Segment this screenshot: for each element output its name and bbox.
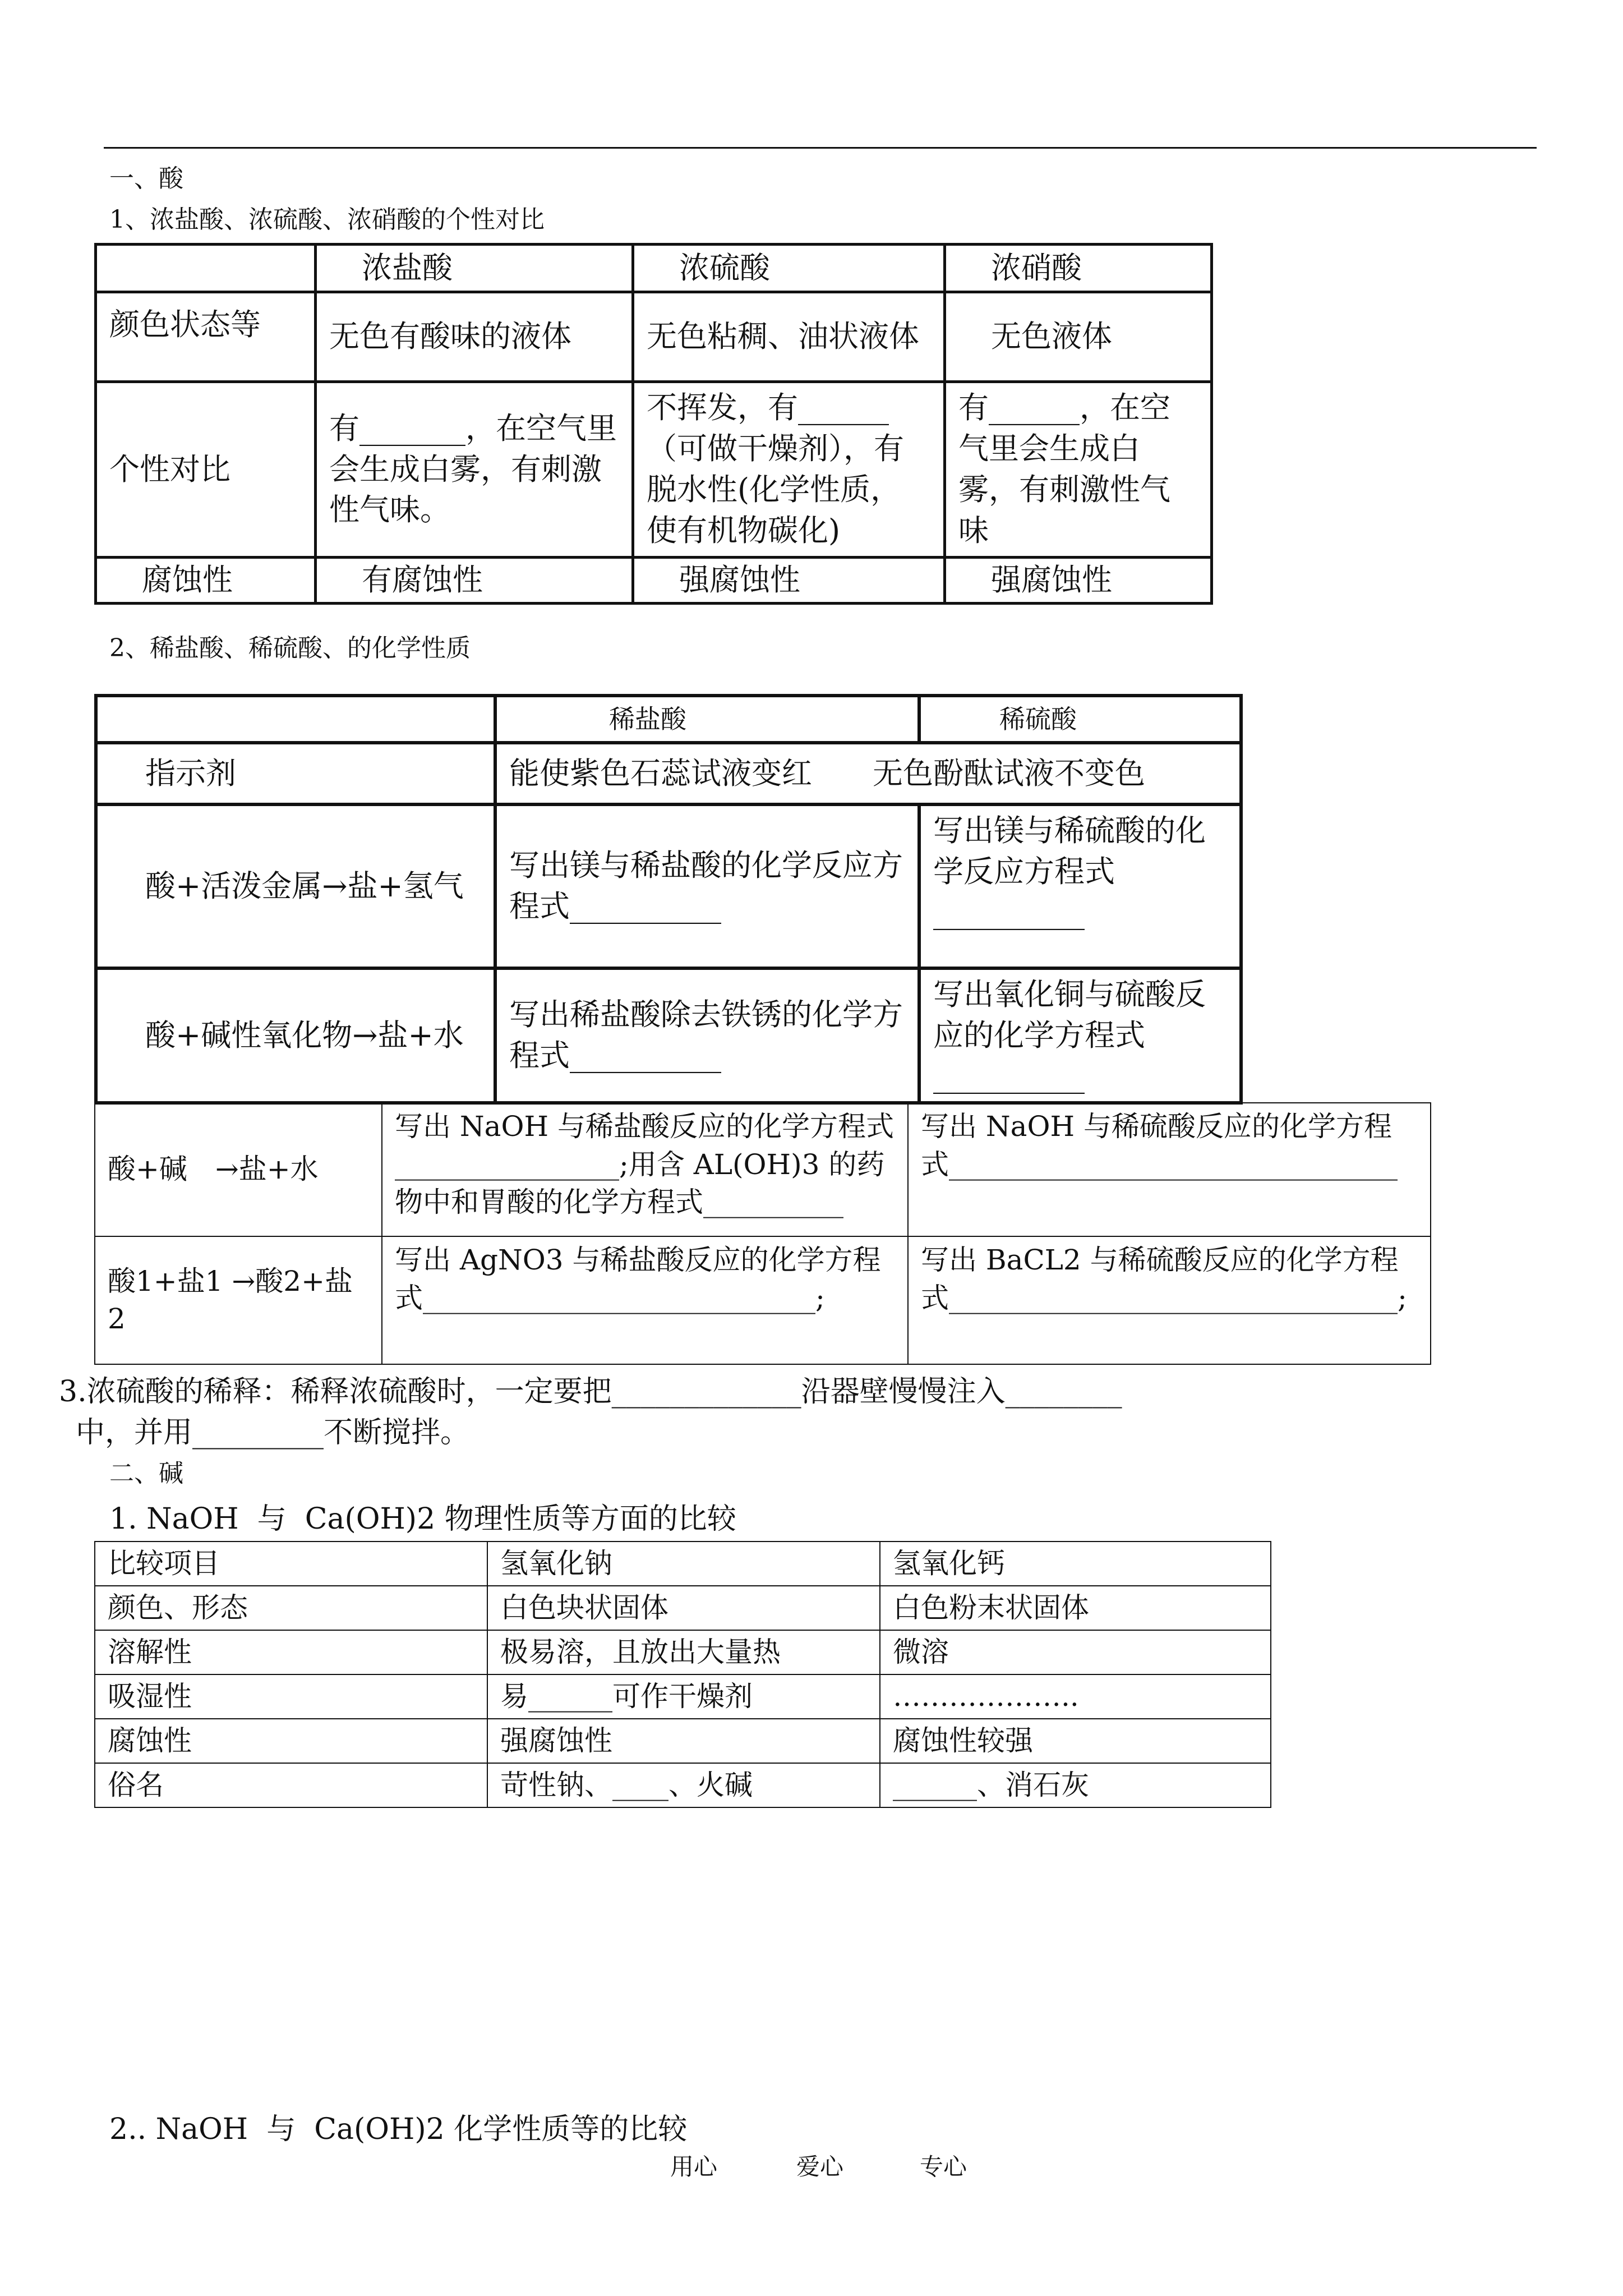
table4-cell: 苛性钠、____、火碱 [487, 1763, 880, 1807]
table4-row-label: 溶解性 [95, 1630, 487, 1674]
table4-header: 氢氧化钙 [880, 1542, 1271, 1586]
table3-base-label: 酸+碱 →盐+水 [95, 1103, 382, 1236]
table4-cell: 白色粉末状固体 [880, 1586, 1271, 1630]
table3-salt-h2so4: 写出 BaCL2 与稀硫酸反应的化学方程式________________________________; [908, 1236, 1431, 1364]
table2-oxide-label: 酸+碱性氧化物→盐+水 [96, 968, 495, 1103]
table4-header: 比较项目 [95, 1542, 487, 1586]
table4-cell: 白色块状固体 [487, 1586, 880, 1630]
footer-word: 专心 [920, 2153, 967, 2180]
footer-word: 用心 [670, 2153, 718, 2180]
table3-base-hcl: 写出 NaOH 与稀盐酸反应的化学方程式________________;用含 AL(OH)3 的药物中和胃酸的化学方程式__________ [382, 1103, 908, 1236]
table1-header-hno3: 浓硝酸 [945, 245, 1212, 292]
table1-row-label: 颜色状态等 [96, 292, 316, 382]
dilute-acids-table [94, 694, 1243, 1105]
footer-word: 爱心 [796, 2153, 844, 2180]
table1-header-empty [96, 245, 316, 292]
table1-header-h2so4: 浓硫酸 [633, 245, 945, 292]
table1-cell: 不挥发，有______（可做干燥剂），有脱水性(化学性质，使有机物碳化) [633, 382, 945, 558]
section-3-line-2: 中，并用_________不断搅拌。 [76, 1416, 470, 1450]
table2-metal-label: 酸+活泼金属→盐+氢气 [96, 804, 495, 968]
table3-salt-hcl: 写出 AgNO3 与稀盐酸反应的化学方程式____________________________; [382, 1236, 908, 1364]
table1-cell: 强腐蚀性 [633, 558, 945, 604]
table1-header-hcl: 浓盐酸 [316, 245, 633, 292]
table2-header-h2so4: 稀硫酸 [919, 696, 1241, 743]
table3-salt-label: 酸1+盐1 →酸2+盐2 [95, 1236, 382, 1364]
table3-base-h2so4: 写出 NaOH 与稀硫酸反应的化学方程式________________________________ [908, 1103, 1431, 1236]
table2-indicator-label: 指示剂 [96, 743, 495, 804]
table2-indicator-text: 能使紫色石蕊试液变红 无色酚酞试液不变色 [495, 743, 1241, 804]
table4-row-label: 俗名 [95, 1763, 487, 1807]
table4-cell: 极易溶，且放出大量热 [487, 1630, 880, 1674]
table2-header-hcl: 稀盐酸 [495, 696, 919, 743]
section-acid-heading: 一、酸 [109, 164, 183, 193]
table1-cell: 无色液体 [945, 292, 1212, 382]
table2-header-empty [96, 696, 495, 743]
table1-cell: 有腐蚀性 [316, 558, 633, 604]
table1-row-label: 个性对比 [96, 382, 316, 558]
table4-cell: 微溶 [880, 1630, 1271, 1674]
table4-cell: 易______可作干燥剂 [487, 1674, 880, 1719]
table1-cell: 有_______，在空气里会生成白雾，有刺激性气味。 [316, 382, 633, 558]
table1-cell: 强腐蚀性 [945, 558, 1212, 604]
table4-cell: ……………….. [880, 1674, 1271, 1719]
base-1-title: 1. NaOH 与 Ca(OH)2 物理性质等方面的比较 [109, 1502, 736, 1536]
table1-cell: 无色粘稠、油状液体 [633, 292, 945, 382]
table1-cell: 有______，在空气里会生成白雾，有刺激性气味 [945, 382, 1212, 558]
section-2-title: 2、稀盐酸、稀硫酸、的化学性质 [109, 634, 471, 662]
section-base-heading: 二、碱 [109, 1459, 183, 1488]
section-3-line-1: 3.浓硫酸的稀释：稀释浓硫酸时，一定要把_____________沿器壁慢慢注入________ [59, 1375, 1122, 1409]
table4-row-label: 腐蚀性 [95, 1719, 487, 1763]
table4-cell: ______、消石灰 [880, 1763, 1271, 1807]
section-1-title: 1、浓盐酸、浓硫酸、浓硝酸的个性对比 [109, 205, 545, 234]
base-2-title: 2.. NaOH 与 Ca(OH)2 化学性质等的比较 [109, 2113, 688, 2146]
table2-metal-hcl: 写出镁与稀盐酸的化学反应方程式__________ [495, 804, 919, 968]
table4-cell: 腐蚀性较强 [880, 1719, 1271, 1763]
header-rule [104, 147, 1537, 149]
table2-oxide-h2so4: 写出氧化铜与硫酸反应的化学方程式__________ [919, 968, 1241, 1103]
table4-header: 氢氧化钠 [487, 1542, 880, 1586]
concentrated-acids-table [94, 243, 1213, 605]
acid-base-salt-table [94, 1102, 1431, 1365]
table4-row-label: 吸湿性 [95, 1674, 487, 1719]
table2-metal-h2so4: 写出镁与稀硫酸的化学反应方程式__________ [919, 804, 1241, 968]
table4-row-label: 颜色、形态 [95, 1586, 487, 1630]
table2-oxide-hcl: 写出稀盐酸除去铁锈的化学方程式__________ [495, 968, 919, 1103]
naoh-caoh2-physical-table [94, 1541, 1271, 1808]
table4-cell: 强腐蚀性 [487, 1719, 880, 1763]
table1-row-label: 腐蚀性 [96, 558, 316, 604]
table1-cell: 无色有酸味的液体 [316, 292, 633, 382]
